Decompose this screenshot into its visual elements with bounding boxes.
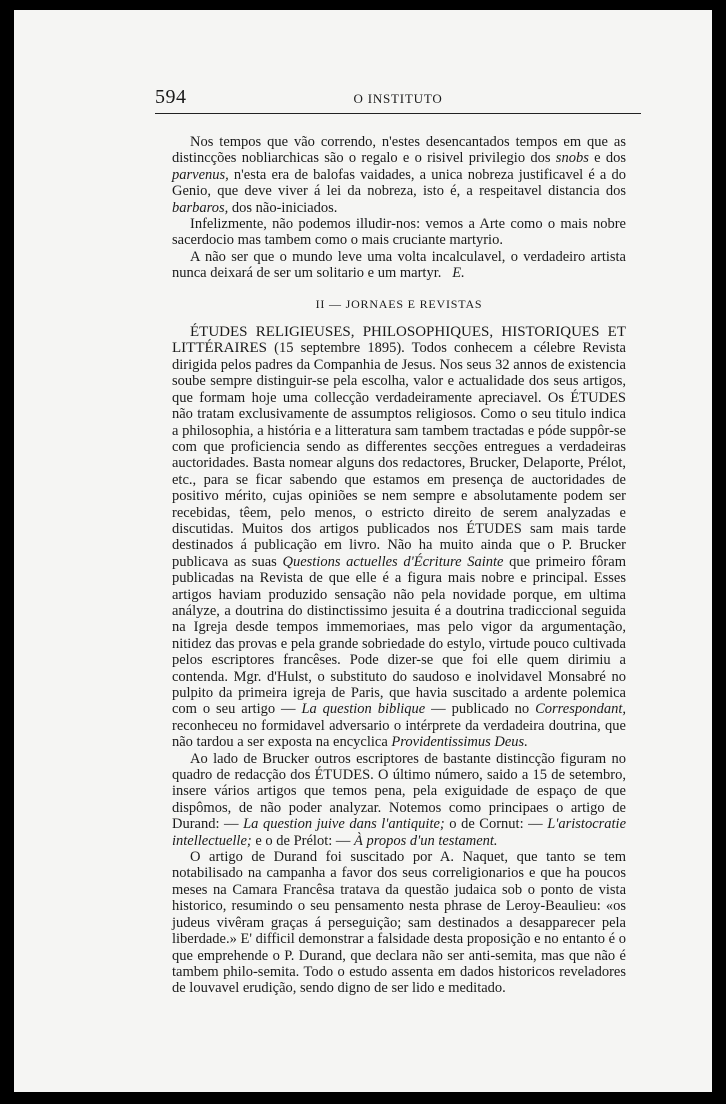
running-title: O INSTITUTO bbox=[353, 91, 443, 106]
header-rule bbox=[155, 113, 641, 114]
page bbox=[14, 10, 712, 1092]
section-heading: II — JORNAES E REVISTAS bbox=[315, 296, 483, 311]
page-header bbox=[155, 80, 641, 112]
body-text bbox=[172, 134, 626, 997]
article-paragraph-3: O artigo de Durand foi suscitado por A. Naquet, que tanto se tem notabilisado na campanha a favor dos seus correligionarios e que ha poucos meses na Camara Francêsa tratava da questão judaica sob o ponto de vista historico, resumindo o seu pensamento nesta phrase de Leroy-Beaulieu: «os judeus vivêram graças á perseguição; sam destinados a desapparecer pela liberdade.» E' difficil demonstrar a falsidade desta proposição e no entanto é o que emprehende o P. Durand, que declara não ser anti-semita, mas que não é tambem philo-semita. Todo o estudo assenta em dados historicos reveladores de louvavel erudição, sendo digno de ser lido e meditado. bbox=[172, 849, 626, 997]
intro-paragraph-1: Nos tempos que vão correndo, n'estes desencantados tempos em que as distincções nobliarchicas são o regalo e o risivel privilegio dos snobs e dos parvenus, n'esta era de balofas vaidades, a unica nobreza justificavel é a do Genio, que deve viver á lei da nobreza, isto é, a respeitavel distancia dos barbaros, dos não-iniciados. bbox=[172, 134, 626, 216]
intro-paragraph-3: A não ser que o mundo leve uma volta incalculavel, o verdadeiro artista nunca deixará de ser um solitario e um martyr. E. bbox=[172, 248, 626, 282]
intro-paragraph-2: Infelizmente, não podemos illudir-nos: vemos a Arte como o mais nobre sacerdocio mas tambem como o mais cruciante martyrio. bbox=[172, 216, 626, 249]
article-paragraph-1: ÉTUDES RELIGIEUSES, PHILOSOPHIQUES, HISTORIQUES ET LITTÉRAIRES (15 septembre 1895). Todos conhecem a célebre Revista dirigida pelos padres da Companhia de Jesus. Nos seus 32 annos de existencia soube sempre distinguir-se pela escolha, valor e actualidade dos seus artigos, que formam hoje uma collecção verdadeiramente apreciavel. Os ÉTUDES não tratam exclusivamente de assumptos religiosos. Como o seu titulo indica a philosophia, a história e a litteratura sam tambem tractadas e póde suppôr-se com que proficiencia sendo as differentes secções entregues a verdadeiras auctoridades. Basta nomear alguns dos redactores, Brucker, Delaporte, Prélot, etc., para se ficar sabendo que estamos em presença de auctoridades de positivo mérito, cujas opiniões se nem sempre e absolutamente podem ser recebidas, têem, pelo menos, o estricto direito de serem analyzadas e discutidas. Muitos dos artigos publicados nos ÉTUDES sam mais tarde destinados á publicação em livro. Não ha muito ainda que o P. Brucker publicava as suas Questions actuelles d'Écriture Sainte que primeiro fôram publicadas na Revista de que elle é a figura mais nobre e principal. Esses artigos haviam produzido sensação não pela novidade porque, em ultima anályze, a doutrina do distinctissimo jesuita é a doutrina tradiccional seguida na Igreja desde tempos immemoriaes, mas pelo vigor da argumentação, nitidez das provas e pela grande sobriedade do estylo, virtude pouco cultivada pelos escriptores francêses. Pode dizer-se que foi elle quem dirimiu a contenda. Mgr. d'Hulst, o substituto do saudoso e inolvidavel Monsabré no pulpito da primeira igreja de Paris, que havia suscitado a ardente polemica com o seu artigo — La question biblique — publicado no Correspondant, reconheceu no formidavel adversario o intérprete da verdadeira doutrina, que não tardou a ser exposta na encyclica Providentissimus Deus. bbox=[172, 324, 626, 751]
article-paragraph-2: Ao lado de Brucker outros escriptores de bastante distincção figuram no quadro de redacção dos ÉTUDES. O último número, saido a 15 de setembro, insere vários artigos que temos pena, pela exiguidade de espaço de que dispômos, de não poder analyzar. Notemos como principaes o artigo de Durand: — La question juive dans l'antiquite; o de Cornut: — L'aristocratie intellectuelle; e o de Prélot: — À propos d'un testament. bbox=[172, 750, 627, 849]
article-title: ÉTUDES RELIGIEUSES, PHILOSOPHIQUES, HISTORIQUES ET LITTÉRAIRES bbox=[172, 324, 626, 357]
page-number: 594 bbox=[155, 86, 187, 108]
signature: E. bbox=[452, 265, 465, 282]
